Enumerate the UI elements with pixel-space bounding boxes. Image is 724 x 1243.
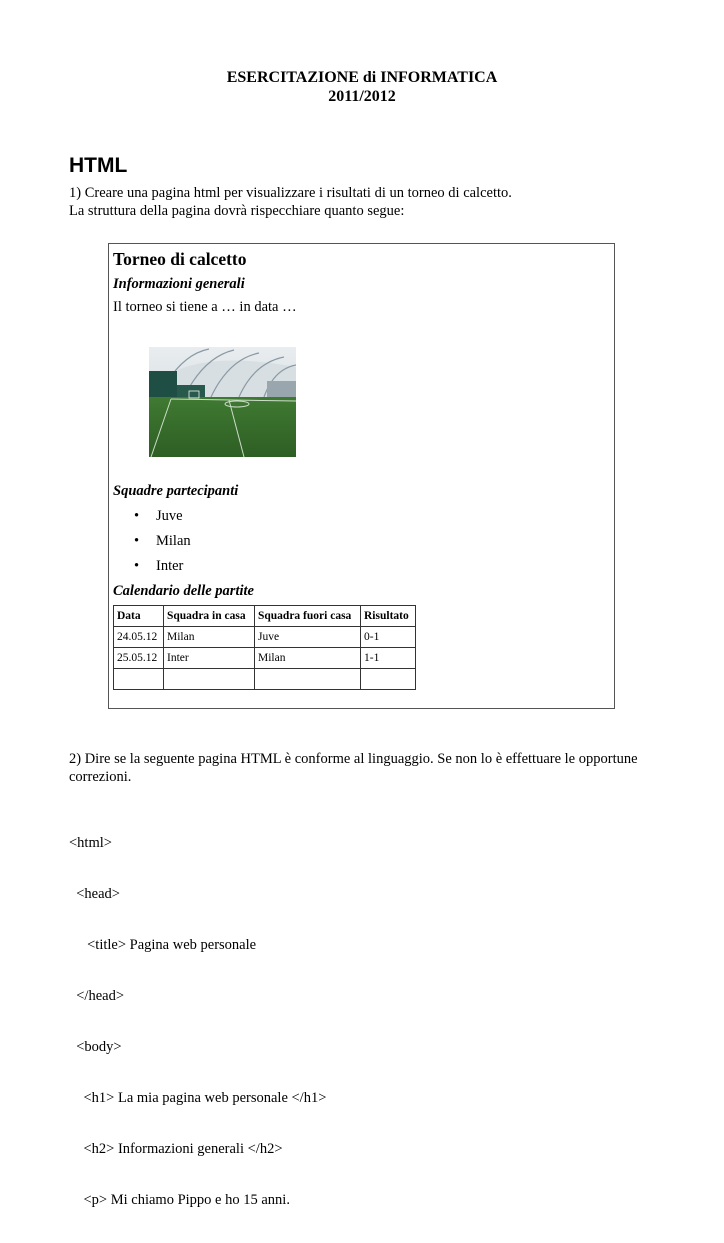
table-cell: 24.05.12 xyxy=(114,627,164,648)
table-cell: 1-1 xyxy=(361,648,416,669)
html-code-listing xyxy=(69,801,326,1243)
title-line-1: ESERCITAZIONE di INFORMATICA xyxy=(226,69,498,86)
code-line: <h2> Informazioni generali </h2> xyxy=(69,1141,283,1157)
document-title xyxy=(0,68,724,106)
table-row xyxy=(114,669,416,690)
example-page-title: Torneo di calcetto xyxy=(113,249,247,269)
table-cell xyxy=(361,669,416,690)
info-heading: Informazioni generali xyxy=(113,276,245,292)
stadium-photo xyxy=(149,347,296,457)
column-header: Squadra in casa xyxy=(164,606,255,627)
exercise-2-text xyxy=(69,751,659,786)
bullet-icon: • xyxy=(134,558,140,574)
teams-heading: Squadre partecipanti xyxy=(113,483,239,499)
column-header: Squadra fuori casa xyxy=(255,606,361,627)
exercise-1-line-1: 1) Creare una pagina html per visualizzare i risultati di un torneo di calcetto. xyxy=(69,185,512,201)
list-item xyxy=(134,505,191,530)
calendar-table xyxy=(113,605,416,690)
table-cell xyxy=(114,669,164,690)
table-row xyxy=(114,627,416,648)
code-line: </head> xyxy=(69,988,125,1004)
exercise-1-text xyxy=(69,185,669,220)
title-line-2: 2011/2012 xyxy=(328,88,396,105)
table-cell: Juve xyxy=(255,627,361,648)
table-cell: 0-1 xyxy=(361,627,416,648)
bullet-icon: • xyxy=(134,508,140,524)
code-line: <p> Mi chiamo Pippo e ho 15 anni. xyxy=(69,1192,290,1208)
list-item xyxy=(134,530,191,555)
table-row xyxy=(114,648,416,669)
table-cell: Milan xyxy=(255,648,361,669)
exercise-2-line-1: 2) Dire se la seguente pagina HTML è conforme al linguaggio. Se non lo è effettuare le opportune xyxy=(69,751,638,767)
column-header: Risultato xyxy=(361,606,416,627)
info-text: Il torneo si tiene a … in data … xyxy=(113,299,297,315)
teams-list xyxy=(134,505,191,580)
table-cell: Milan xyxy=(164,627,255,648)
code-line: <body> xyxy=(69,1039,122,1055)
table-cell xyxy=(255,669,361,690)
column-header: Data xyxy=(114,606,164,627)
table-header-row xyxy=(114,606,416,627)
code-line: <h1> La mia pagina web personale </h1> xyxy=(69,1090,327,1106)
exercise-1-line-2: La struttura della pagina dovrà rispecchiare quanto segue: xyxy=(69,202,405,219)
team-name: Juve xyxy=(156,508,183,524)
team-name: Inter xyxy=(156,558,184,574)
exercise-2-line-2: correzioni. xyxy=(69,768,132,785)
table-cell: Inter xyxy=(164,648,255,669)
table-cell xyxy=(164,669,255,690)
list-item xyxy=(134,555,191,580)
code-line: <title> Pagina web personale xyxy=(69,937,257,953)
calendar-heading: Calendario delle partite xyxy=(113,583,254,599)
team-name: Milan xyxy=(156,533,191,549)
bullet-icon: • xyxy=(134,533,140,549)
section-heading: HTML xyxy=(69,154,128,177)
indoor-field-image xyxy=(149,347,296,457)
code-line: <html> xyxy=(69,835,112,851)
table-cell: 25.05.12 xyxy=(114,648,164,669)
code-line: <head> xyxy=(69,886,120,902)
